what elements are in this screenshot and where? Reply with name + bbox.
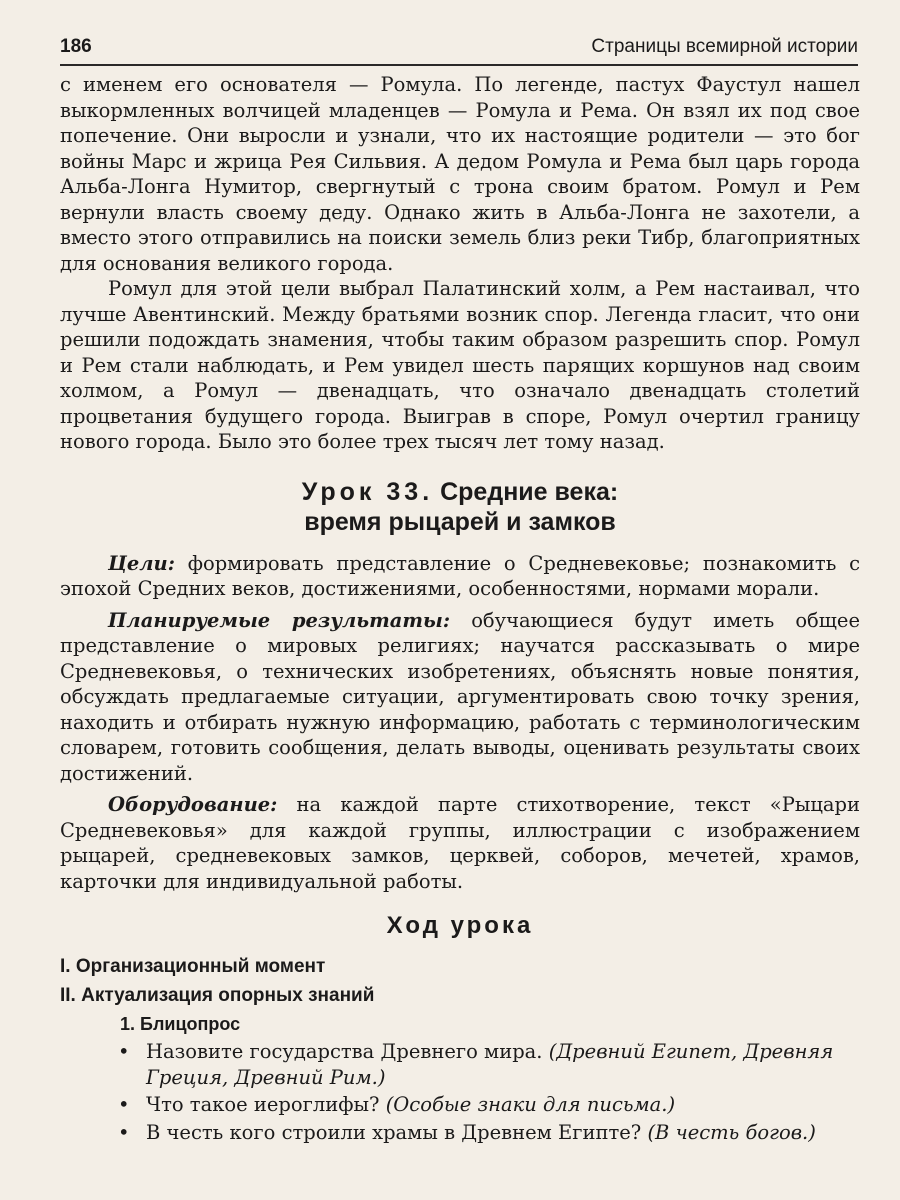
lesson-number: Урок 33.	[301, 477, 434, 506]
equipment-text: на каждой парте стихотворение, текст «Рыцари Средневековья» для каждой группы, иллюстрации с изображением рыцарей, средневековых замков, церквей, соборов, мечетей, храмов, карточки для индивидуальной работы.	[60, 793, 860, 893]
answer-text: (Особые знаки для письма.)	[385, 1093, 676, 1116]
subsection-blitz: 1. Блицопрос	[120, 1014, 241, 1034]
section-actualization: II. Актуализация опорных знаний	[60, 985, 375, 1006]
section-organizational: I. Организационный момент	[60, 956, 326, 977]
intro-paragraph-1: с именем его основателя — Ромула. По легенде, пастух Фаустул нашел выкормленных волчицей младенцев — Ромула и Рема. Он взял их под свое попечение. Они выросли и узнали, что их настоящие родители — это бог войны Марс и жрица Рея Сильвия. А дедом Ромула и Рема был царь города Альба-Лонга Нумитор, свергнутый с трона своим братом. Ромул и Рем вернули власть своему деду. Однако жить в Альба-Лонга не захотели, а вместо этого отправились на поиски земель близ реки Тибр, благоприятных для основания великого города.	[60, 73, 860, 275]
course-heading: Ход урока	[386, 912, 534, 939]
equipment-label: Оборудование:	[108, 793, 278, 816]
results-text: обучающиеся будут иметь общее представление о мировых религиях; научатся рассказывать о мире Средневековья, о технических изобретениях, объяснять новые понятия, обсуждать предлагаемые ситуации, аргументировать свою точку зрения, находить и отбирать нужную информацию, работать с терминологическим словарем, готовить сообщения, делать выводы, оценивать результаты своих достижений.	[60, 608, 861, 785]
bullet-icon: •	[118, 1040, 130, 1063]
goals-text: формировать представление о Средневековье; познакомить с эпохой Средних веков, достижениями, особенностями, нормами морали.	[60, 551, 861, 600]
results-label: Планируемые результаты:	[108, 608, 451, 632]
goals-paragraph	[60, 551, 860, 602]
bullet-icon: •	[118, 1093, 130, 1116]
lesson-title-line1: Средние века:	[440, 477, 619, 506]
running-header	[60, 30, 858, 66]
intro-paragraph-2: Ромул для этой цели выбрал Палатинский холм, а Рем настаивал, что лучше Авентинский. Между братьями возник спор. Легенда гласит, что они решили подождать знамения, чтобы таким образом разрешить спор. Ромул и Рем стали наблюдать, и Рем увидел шесть парящих коршунов над своим холмом, а Ромул — двенадцать, что означало двенадцать столетий процветания будущего города. Выиграв в споре, Ромул очертил границу нового города. Было это более трех тысяч лет тому назад.	[60, 277, 860, 453]
running-title: Страницы всемирной истории	[591, 36, 858, 57]
answer-text: (В честь богов.)	[647, 1120, 816, 1144]
answer-text: (Древний Египет, Древняя Греция, Древний Рим.)	[146, 1040, 834, 1089]
question-text: Что такое иероглифы?	[146, 1093, 380, 1116]
goals-label: Цели:	[108, 551, 175, 575]
question-text: Назовите государства Древнего мира.	[146, 1040, 543, 1063]
list-item	[60, 1120, 860, 1146]
page-body	[60, 72, 860, 1147]
lesson-title-line2: время рыцарей и замков	[304, 507, 616, 536]
page-number: 186	[60, 36, 92, 57]
results-paragraph	[60, 608, 860, 787]
list-item	[60, 1092, 860, 1118]
question-list	[60, 1039, 860, 1145]
lesson-title	[60, 477, 860, 537]
equipment-paragraph	[60, 792, 860, 894]
list-item	[60, 1039, 860, 1090]
bullet-icon: •	[118, 1120, 130, 1144]
question-text: В честь кого строили храмы в Древнем Египте?	[146, 1120, 642, 1144]
